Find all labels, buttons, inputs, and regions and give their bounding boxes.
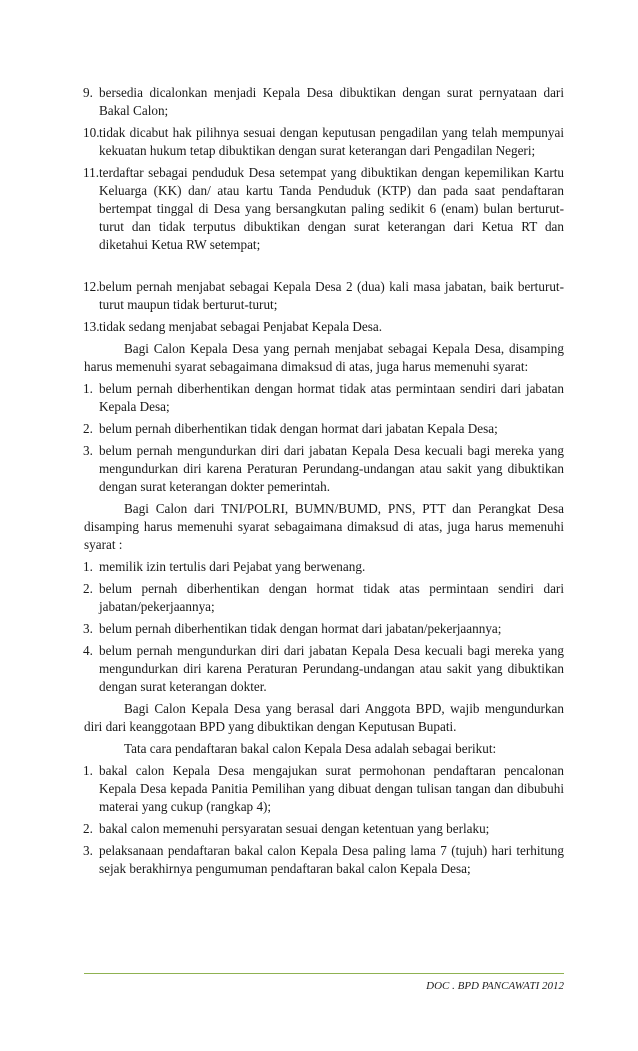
item-text: belum pernah mengundurkan diri dari jabatan Kepala Desa kecuali bagi mereka yang mengundurkan diri karena Peraturan Perundang-undangan atau sakit yang dibuktikan dengan surat keterangan dokter pemerintah.: [99, 443, 564, 494]
item-number: 1.: [83, 559, 93, 574]
paragraph-civil-servant: Bagi Calon dari TNI/POLRI, BUMN/BUMD, PNS, PTT dan Perangkat Desa disamping harus memenuhi syarat sebagaimana dimaksud di atas, juga harus memenuhi syarat :: [84, 501, 564, 552]
list-civil-servant-requirements: [84, 558, 564, 696]
paragraph-bpd-member: Bagi Calon Kepala Desa yang berasal dari Anggota BPD, wajib mengundurkan diri dari keanggotaan BPD yang dibuktikan dengan Keputusan Bupati.: [84, 701, 564, 734]
item-number: 3.: [83, 621, 93, 636]
list-item: [84, 278, 564, 314]
list-item: [84, 558, 564, 576]
list-item: [84, 124, 564, 160]
item-text: memilik izin tertulis dari Pejabat yang berwenang.: [99, 559, 366, 574]
list-requirements-continued: [84, 84, 564, 336]
item-text: bakal calon Kepala Desa mengajukan surat permohonan pendaftaran pencalonan Kepala Desa kepada Panitia Pemilihan yang dibuat dengan tulisan tangan dan dibubuhi materai yang cukup (rangkap 4);: [99, 763, 564, 814]
footer-rule: [84, 973, 564, 974]
list-item: [84, 380, 564, 416]
item-number: 9.: [83, 85, 93, 100]
list-item: [84, 164, 564, 254]
page-footer: DOC . BPD PANCAWATI 2012: [426, 980, 564, 992]
item-text: bersedia dicalonkan menjadi Kepala Desa dibuktikan dengan surat pernyataan dari Bakal Calon;: [99, 85, 564, 118]
item-text: belum pernah diberhentikan tidak dengan hormat dari jabatan Kepala Desa;: [99, 421, 498, 436]
list-item: [84, 620, 564, 638]
item-number: 10.: [83, 125, 100, 140]
item-number: 2.: [83, 421, 93, 436]
list-item: [84, 642, 564, 696]
list-item: [84, 820, 564, 838]
item-number: 1.: [83, 381, 93, 396]
list-former-head-requirements: [84, 380, 564, 496]
list-item: [84, 442, 564, 496]
item-text: belum pernah menjabat sebagai Kepala Desa 2 (dua) kali masa jabatan, baik berturut-turut maupun tidak berturut-turut;: [99, 279, 564, 312]
document-page: [84, 84, 564, 882]
list-item: [84, 318, 564, 336]
item-text: belum pernah diberhentikan dengan hormat tidak atas permintaan sendiri dari jabatan/pekerjaannya;: [99, 581, 564, 614]
list-item: [84, 84, 564, 120]
list-item: [84, 762, 564, 816]
item-text: terdaftar sebagai penduduk Desa setempat yang dibuktikan dengan kepemilikan Kartu Keluarga (KK) dan/ atau kartu Tanda Penduduk (KTP) dan pada saat pendaftaran bertempat tinggal di Desa yang bersangkutan paling sedikit 6 (enam) bulan berturut-turut dan tidak terputus dibuktikan dengan surat keterangan dari Ketua RT dan diketahui Ketua RW setempat;: [99, 165, 564, 252]
item-number: 3.: [83, 843, 93, 858]
item-text: bakal calon memenuhi persyaratan sesuai dengan ketentuan yang berlaku;: [99, 821, 490, 836]
item-number: 3.: [83, 443, 93, 458]
paragraph-registration-procedure: Tata cara pendaftaran bakal calon Kepala Desa adalah sebagai berikut:: [124, 741, 497, 756]
list-item: [84, 420, 564, 438]
item-text: pelaksanaan pendaftaran bakal calon Kepala Desa paling lama 7 (tujuh) hari terhitung sejak berakhirnya pengumuman pendaftaran bakal calon Kepala Desa;: [99, 843, 564, 876]
item-number: 11.: [83, 165, 99, 180]
item-number: 12.: [83, 279, 100, 294]
list-item: [84, 580, 564, 616]
item-number: 2.: [83, 821, 93, 836]
paragraph-former-head: Bagi Calon Kepala Desa yang pernah menjabat sebagai Kepala Desa, disamping harus memenuhi syarat sebagaimana dimaksud di atas, juga harus memenuhi syarat:: [84, 341, 564, 374]
item-number: 1.: [83, 763, 93, 778]
spacer: [84, 258, 564, 278]
item-text: tidak sedang menjabat sebagai Penjabat Kepala Desa.: [99, 319, 383, 334]
item-text: belum pernah diberhentikan tidak dengan hormat dari jabatan/pekerjaannya;: [99, 621, 502, 636]
item-number: 4.: [83, 643, 93, 658]
item-text: tidak dicabut hak pilihnya sesuai dengan keputusan pengadilan yang telah mempunyai kekuatan hukum tetap dibuktikan dengan surat keterangan dari Pengadilan Negeri;: [99, 125, 564, 158]
list-registration-steps: [84, 762, 564, 878]
item-text: belum pernah mengundurkan diri dari jabatan Kepala Desa kecuali bagi mereka yang mengundurkan diri karena Peraturan Perundang-undangan atau sakit yang dibuktikan dengan surat keterangan dokter.: [99, 643, 564, 694]
list-item: [84, 842, 564, 878]
item-number: 2.: [83, 581, 93, 596]
item-text: belum pernah diberhentikan dengan hormat tidak atas permintaan sendiri dari jabatan Kepala Desa;: [99, 381, 564, 414]
item-number: 13.: [83, 319, 100, 334]
